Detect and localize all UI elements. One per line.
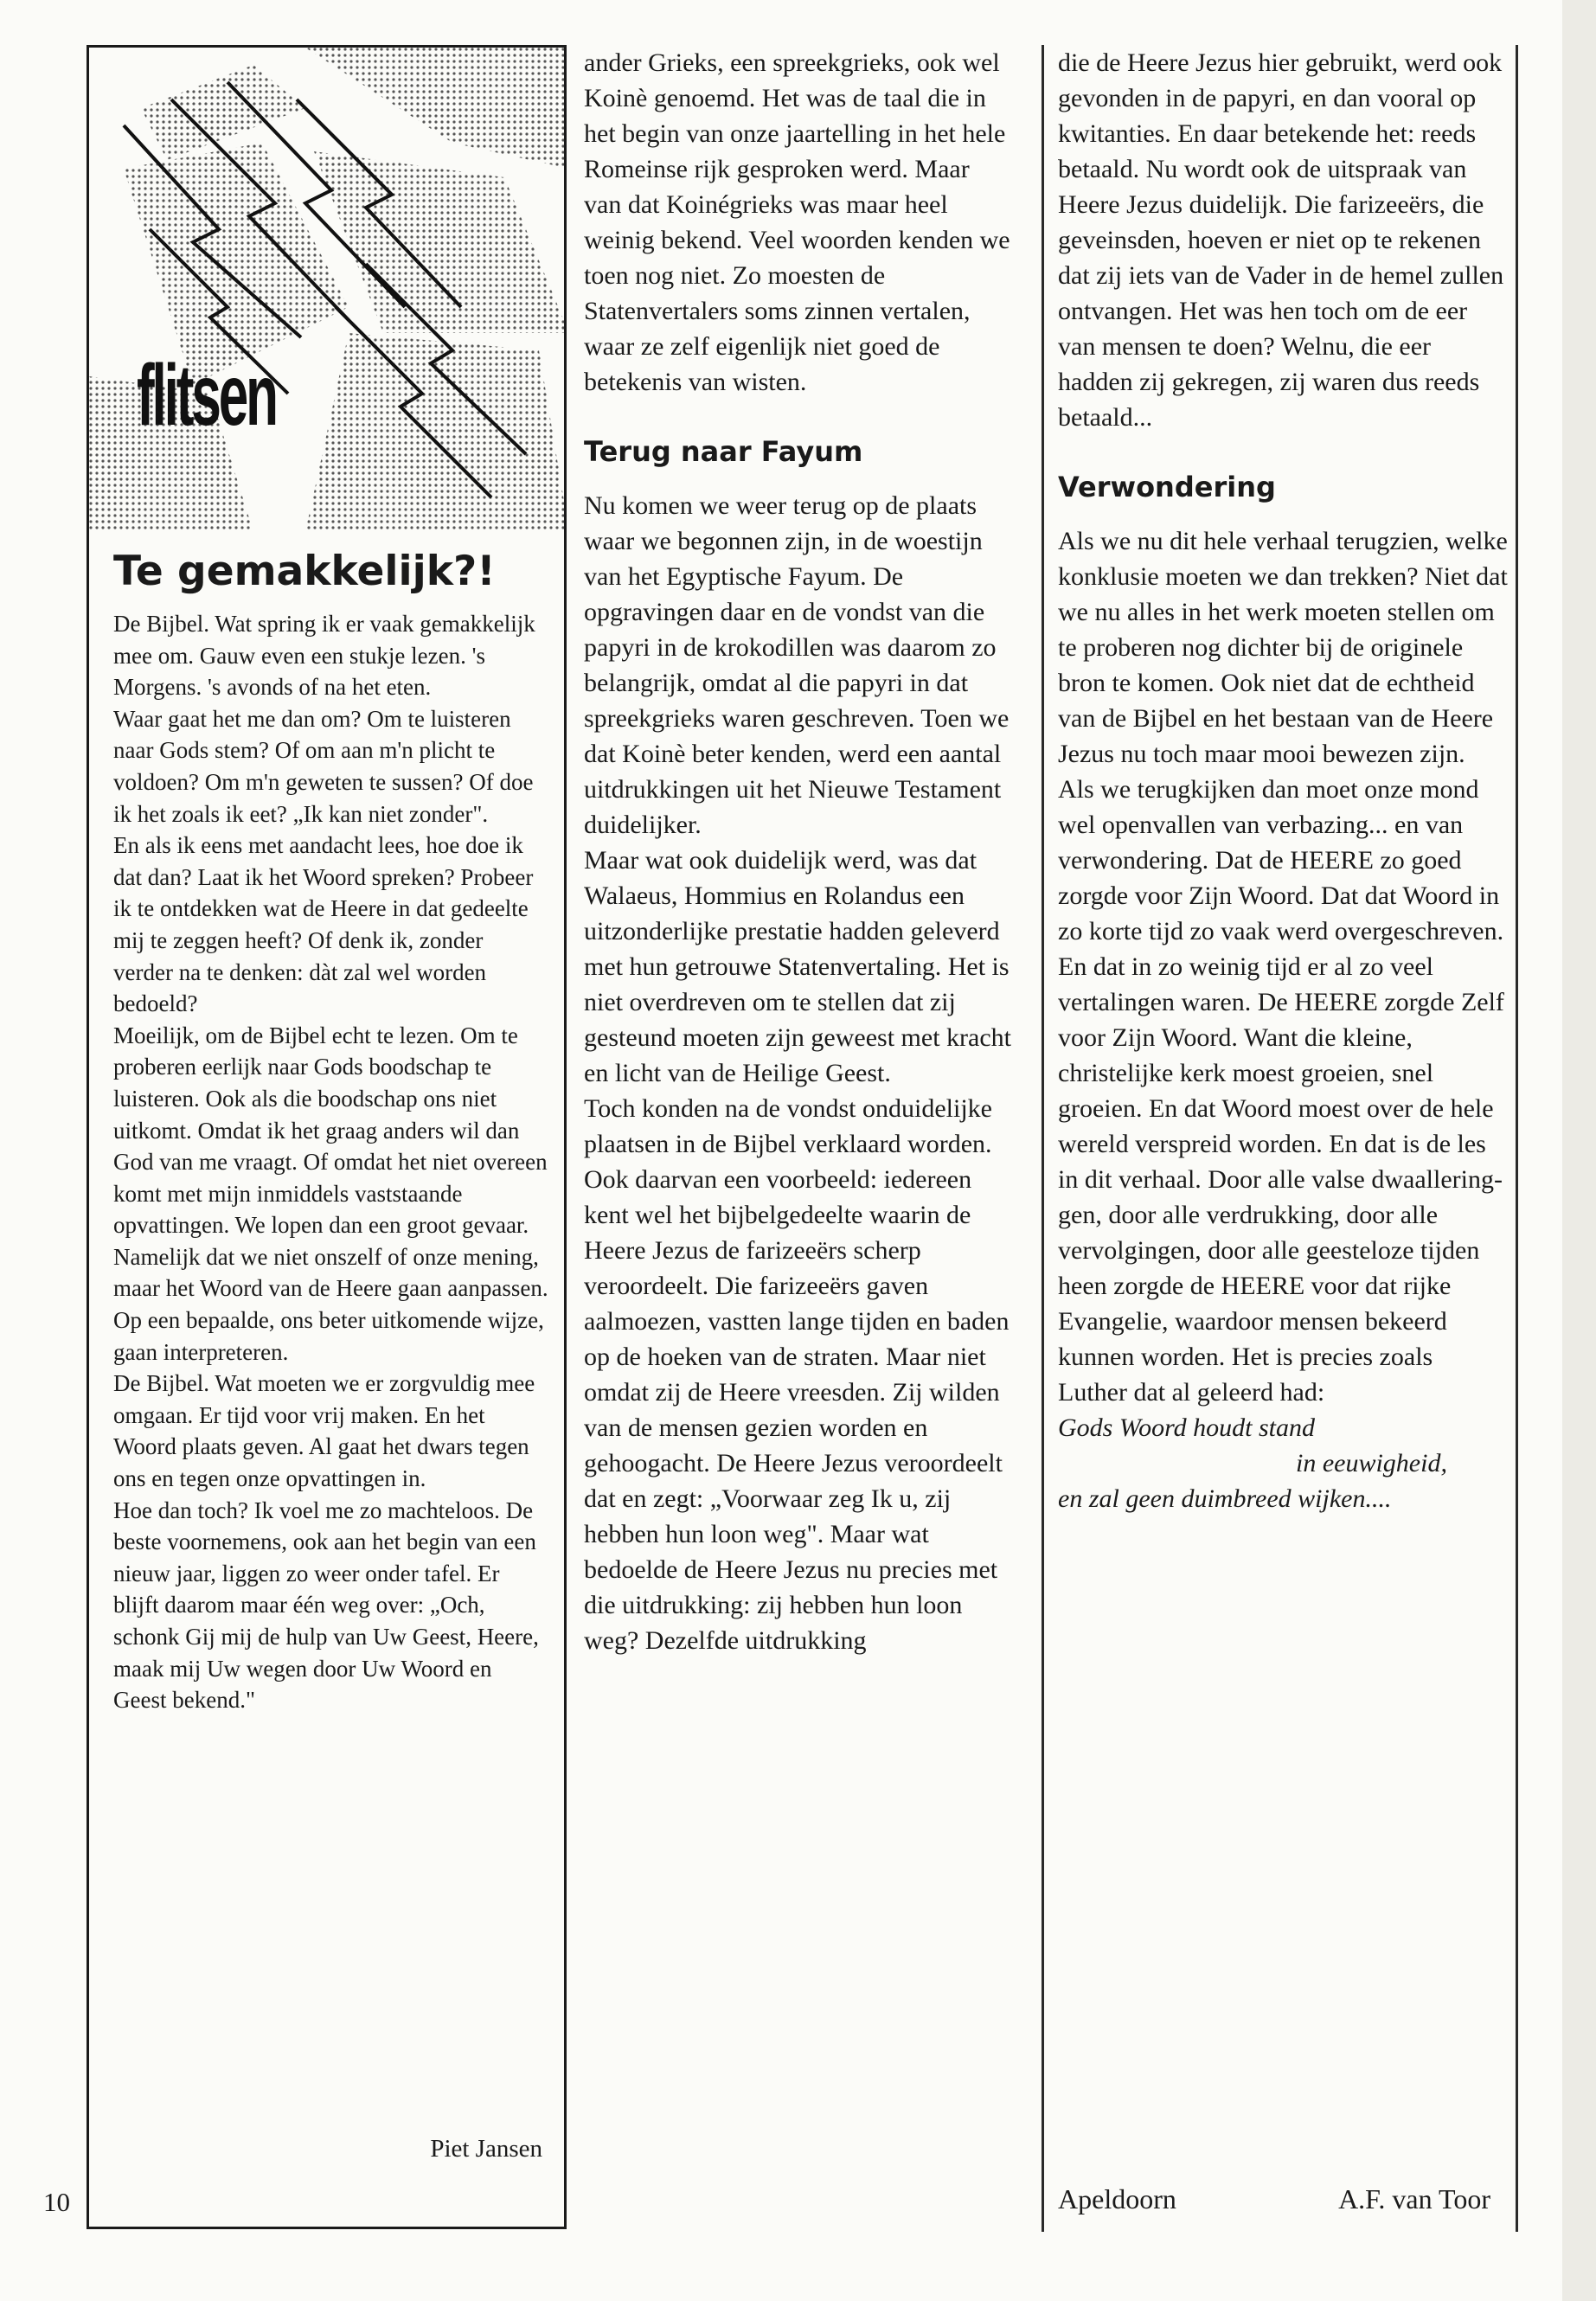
signoff-author: A.F. van Toor bbox=[1338, 2183, 1490, 2214]
luther-quote bbox=[1058, 1410, 1508, 1516]
quote-line: en zal geen duimbreed wijken.... bbox=[1058, 1484, 1392, 1513]
middle-column bbox=[584, 45, 1012, 1658]
right-intro: die de Heere Jezus hier gebruikt, werd ook gevonden in de papyri, en dan vooral op kwitanties. En daar betekende het: reeds betaald. Nu wordt ook de uitspraak van Heere Jezus duidelijk. Die farizeeërs, die geveinsden, hoeven er niet op te rekenen dat zij iets van de Vader in de hemel zullen ontvangen. Het was hen toch om de eer van mensen te doen? Welnu, die eer hadden zij gekregen, zij waren dus reeds betaald... bbox=[1058, 48, 1504, 432]
sidebar-author: Piet Jansen bbox=[430, 2135, 542, 2163]
middle-intro: ander Grieks, een spreekgrieks, ook wel Koinè genoemd. Het was de taal die in het begin van onze jaartelling in het hele Romeinse rijk gesproken werd. Maar van dat Koinégrieks was maar heel weinig bekend. Veel woorden kenden we toen nog niet. Zo moesten de Statenvertalers soms zinnen vertalen, waar ze zelf eigenlijk niet goed de betekenis van wisten. bbox=[584, 48, 1010, 396]
right-paragraph: Als we nu dit hele verhaal terugzien, welke konklusie moeten we dan trekken? Niet dat we nu alles in het werk moeten stellen om te proberen nog dichter bij de originele bron te komen. Ook niet dat de echtheid van de Bijbel en het bestaan van de Heere Jezus nu toch maar mooi bewezen zijn. bbox=[1058, 527, 1508, 768]
quote-line: in eeuwigheid, bbox=[1296, 1449, 1447, 1477]
middle-paragraph: Nu komen we weer terug op de plaats waar we begonnen zijn, in de woestijn van het Egyptische Fayum. De opgravingen daar en de vondst van die papyri in de krokodillen was daarom zo belangrijk, omdat al die papyri in dat spreekgrieks waren geschreven. Toen we dat Koinè beter kenden, werd een aantal uitdrukkingen uit het Nieuwe Testament duidelijker. bbox=[584, 491, 1010, 839]
lightning-graphic bbox=[89, 48, 567, 541]
middle-paragraph: Toch konden na de vondst onduidelijke plaatsen in de Bijbel verklaard worden. Ook daarvan een voorbeeld: iedereen kent wel het bijbelgedeelte waarin de Heere Jezus de farizeeërs scherp veroordeelt. Die farizeeërs gaven aalmoezen, vastten lange tijden en baden op de hoeken van de straten. Maar niet omdat zij de Heere vreesden. Zij wilden van de mensen gezien worden en gehoogacht. De Heere Jezus veroordeelt dat en zegt: „Voorwaar zeg Ik u, zij hebben hun loon weg". Maar wat bedoelde de Heere Jezus nu precies met die uitdrukking: zij hebben hun loon weg? Dezelfde uitdrukking bbox=[584, 1094, 1010, 1655]
middle-paragraph: Maar wat ook duidelijk werd, was dat Walaeus, Hommius en Rolandus een uitzonderlijke prestatie hadden geleverd met hun getrouwe Statenvertaling. Het is niet overdreven om te stellen dat zij gesteund moeten zijn geweest met kracht en licht van de Heilige Geest. bbox=[584, 846, 1011, 1087]
signoff-place: Apeldoorn bbox=[1058, 2183, 1176, 2214]
sidebar-paragraph: Waar gaat het me dan om? Om te luisteren naar Gods stem? Of om aan m'n plicht te voldoen? Om m'n geweten te sussen? Of doe ik het zoals ik eet? „Ik kan niet zonder". bbox=[113, 705, 534, 827]
sidebar-paragraph: De Bijbel. Wat moeten we er zorgvuldig mee omgaan. Er tijd voor vrij maken. En het Woord plaats geven. Al gaat het dwars tegen ons en tegen onze opvattingen in. bbox=[113, 1370, 535, 1492]
quote-line: Gods Woord houdt stand bbox=[1058, 1413, 1315, 1442]
flitsen-logo bbox=[89, 48, 564, 541]
column-rule bbox=[1042, 45, 1044, 2232]
page-number: 10 bbox=[43, 2187, 70, 2217]
sidebar-paragraph: Moeilijk, om de Bijbel echt te lezen. Om te proberen eerlijk naar Gods boodschap te luisteren. Ook als die boodschap ons niet uitkomt. Omdat ik het graag anders wil dan God van me vraagt. Of omdat het niet overeen komt met mijn inmiddels vaststaande opvattingen. We lopen dan een groot gevaar. Namelijk dat we niet onszelf of onze mening, maar het Woord van de Heere gaan aanpassen. Op een bepaalde, ons beter uitkomende wijze, gaan interpreteren. bbox=[113, 1022, 548, 1365]
signoff bbox=[1058, 2183, 1490, 2215]
section-heading-fayum: Terug naar Fayum bbox=[584, 435, 863, 468]
right-column bbox=[1058, 45, 1508, 1516]
page-edge bbox=[1562, 0, 1596, 2301]
logo-word: flitsen bbox=[137, 347, 276, 444]
right-paragraph: Als we terugkijken dan moet onze mond wel openvallen van verbazing... en van verwondering. Dat de HEERE zo goed zorgde voor Zijn Woord. Dat dat Woord in zo korte tijd zo vaak werd overgeschreven. En dat in zo weinig tijd er al zo veel vertalingen waren. De HEERE zorgde Zelf voor Zijn Woord. Want die kleine, christelijke kerk moest groeien, snel groeien. En dat Woord moest over de hele wereld verspreid worden. En dat is de les in dit verhaal. Door alle valse dwaalleringgen, door alle verdrukking, door alle vervolgingen, door alle geesteloze tijden heen zorgde de HEERE voor dat rijke Evangelie, waardoor mensen bekeerd kunnen worden. Het is precies zoals Luther dat al geleerd had: bbox=[1058, 775, 1504, 1407]
sidebar-paragraph: En als ik eens met aandacht lees, hoe doe ik dat dan? Laat ik het Woord spreken? Probeer ik te ontdekken wat de Heere in dat gedeelte mij te zeggen heeft? Of denk ik, zonder verder na te denken: dàt zal wel worden bedoeld? bbox=[113, 832, 534, 1017]
sidebar-paragraph: De Bijbel. Wat spring ik er vaak gemakkelijk mee om. Gauw even een stukje lezen. 's Morgens. 's avonds of na het eten. bbox=[113, 611, 535, 701]
section-heading-verwondering: Verwondering bbox=[1058, 471, 1276, 503]
sidebar-body bbox=[113, 608, 548, 1716]
column-rule bbox=[1516, 45, 1518, 2232]
flitsen-column bbox=[87, 45, 567, 2229]
sidebar-paragraph: Hoe dan toch? Ik voel me zo machteloos. De beste voornemens, ook aan het begin van een nieuw jaar, liggen zo weer onder tafel. Er blijft daarom maar één weg over: „Och, schonk Gij mij de hulp van Uw Geest, Heere, maak mij Uw wegen door Uw Woord en Geest bekend." bbox=[113, 1497, 539, 1714]
sidebar-heading: Te gemakkelijk?! bbox=[113, 548, 496, 595]
